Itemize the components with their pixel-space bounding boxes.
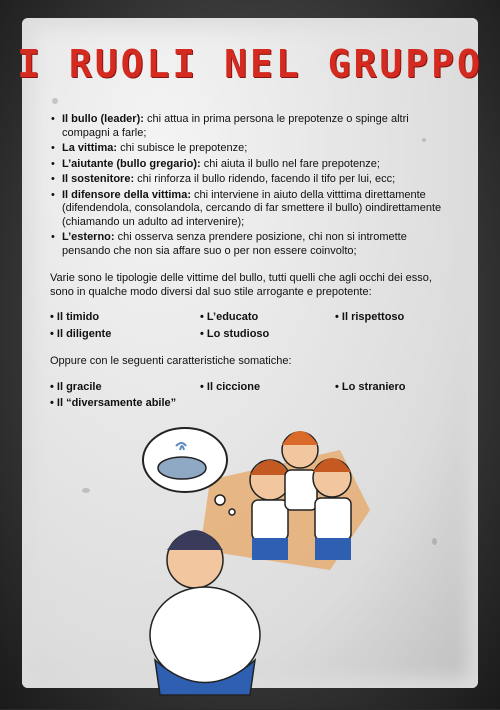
- victims-intro: Varie sono le tipologie delle vittime del bullo, tutti quelli che agli occhi dei esso, sono in qualche modo diversi dal suo stile arrogante e prepotente:: [50, 272, 432, 298]
- list-item: • L’aiutante (bullo gregario): chi aiuta il bullo nel fare prepotenze;: [62, 158, 450, 172]
- roles-list: [50, 113, 450, 258]
- list-item: • Il rispettoso: [335, 311, 450, 325]
- list-item: • Il ciccione: [200, 381, 335, 395]
- list-item: • Il bullo (leader): chi attua in prima persona le prepotenze o spinge altri compagni a farle;: [62, 113, 450, 140]
- list-item: • Lo studioso: [200, 328, 335, 342]
- list-item: • Il diligente: [50, 328, 200, 342]
- page-title: I RUOLI NEL GRUPPO: [17, 42, 483, 86]
- list-item: • Il gracile: [50, 381, 200, 395]
- main-content: [50, 113, 450, 411]
- victim-types: [50, 311, 450, 341]
- list-item: • Il difensore della vittima: chi interviene in aiuto della vitttima direttamente (difendendola, consolandola, cercando di far smettere il bullo) oindirettamente (chiamando un adulto ad intervenire);: [62, 189, 450, 230]
- list-item: • Il timido: [50, 311, 200, 325]
- somatic-intro: Oppure con le seguenti caratteristiche somatiche:: [50, 355, 292, 367]
- list-item: • La vittima: chi subisce le prepotenze;: [62, 142, 450, 156]
- list-item: • L’esterno: chi osserva senza prendere posizione, chi non si intromette pensando che non sia affare suo o per non essere coinvolto;: [62, 231, 450, 258]
- list-item: • Lo straniero: [335, 381, 450, 395]
- list-item: • Il sostenitore: chi rinforza il bullo ridendo, facendo il tifo per lui, ecc;: [62, 173, 450, 187]
- list-item: • L’educato: [200, 311, 335, 325]
- list-item: • Il “diversamente abile”: [50, 397, 450, 411]
- bullying-illustration: [140, 420, 380, 710]
- somatic-types: [50, 381, 450, 411]
